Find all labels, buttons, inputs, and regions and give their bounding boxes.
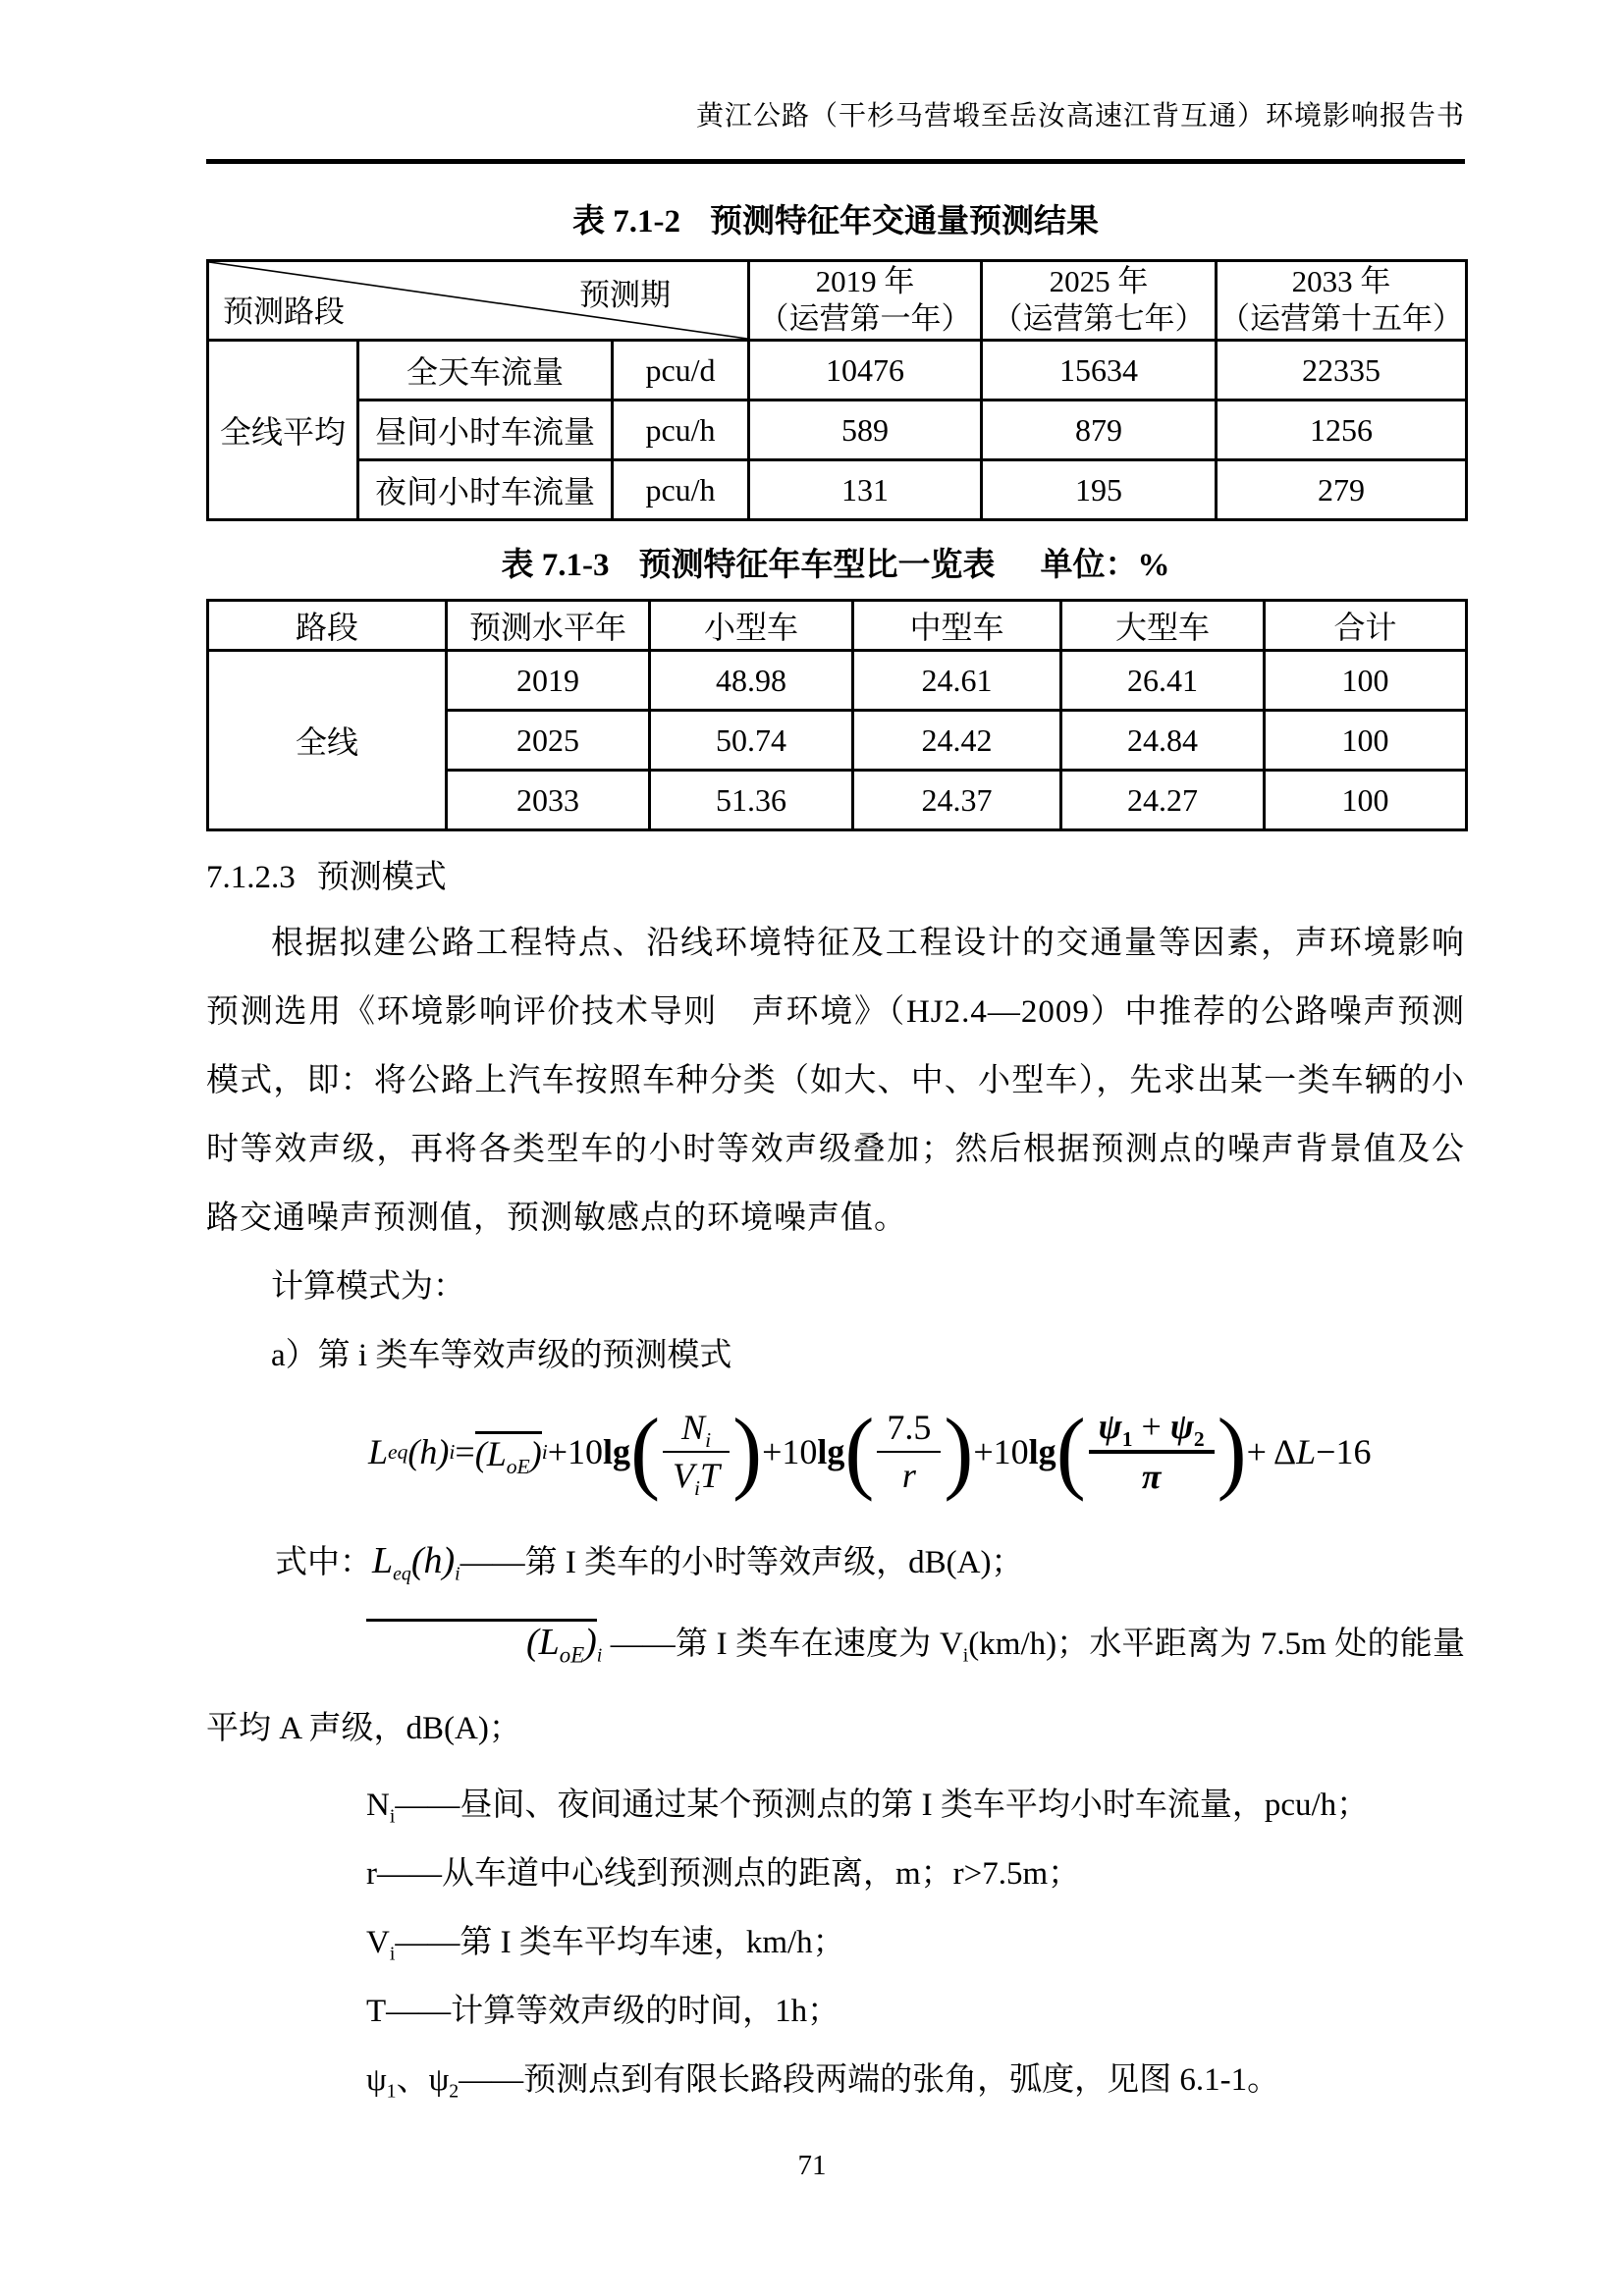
- table-cell: 1256: [1217, 400, 1467, 460]
- col-header-2025: 2025 年 （运营第七年）: [982, 261, 1217, 341]
- col-header-total: 合计: [1265, 601, 1467, 651]
- where-clause-leq: 式中：$L_{eq}(h)_i——$第 I 类车的小时等效声级，dB(A)；: [275, 1540, 1024, 1585]
- section-heading: [206, 851, 1465, 897]
- table-cell: 2019: [447, 651, 650, 711]
- table-row: [208, 341, 1467, 400]
- table1-title: [206, 195, 1465, 241]
- table2-title: [206, 539, 1465, 585]
- diagonal-header-cell: [208, 261, 749, 341]
- table-cell: pcu/h: [613, 460, 749, 520]
- definition-ni: $N_i——$昼间、夜间通过某个预测点的第 I 类车平均小时车流量，pcu/h；: [366, 1788, 1370, 1828]
- paragraph-calc-label: 计算模式为：: [271, 1269, 465, 1305]
- header-rule: [206, 159, 1465, 164]
- table-cell: 24.42: [853, 711, 1061, 771]
- col-header-2033: 2033 年 （运营第十五年）: [1217, 261, 1467, 341]
- vehicle-type-ratio-table: [206, 599, 1468, 831]
- table-cell: 2033: [447, 771, 650, 830]
- table-cell: 589: [749, 400, 982, 460]
- table-cell: 15634: [982, 341, 1217, 400]
- table-cell: 10476: [749, 341, 982, 400]
- col-header-year: 预测水平年: [447, 601, 650, 651]
- definition-t: T——计算等效声级的时间，1h；: [366, 1994, 840, 2029]
- table-cell: pcu/h: [613, 400, 749, 460]
- table-cell: 24.27: [1061, 771, 1265, 830]
- definition-r: r——从车道中心线到预测点的距离，m；r>7.5m；: [366, 1856, 1081, 1892]
- table-cell: 51.36: [650, 771, 853, 830]
- col-header-segment: 路段: [208, 601, 447, 651]
- table-cell: 26.41: [1061, 651, 1265, 711]
- table-header-row: [208, 601, 1467, 651]
- section-number: 7.1.2.3: [206, 860, 296, 895]
- table-cell: 195: [982, 460, 1217, 520]
- table-cell: 279: [1217, 460, 1467, 520]
- definition-psi: $\psi_1$、$\psi_2——$预测点到有限长路段两端的张角，弧度，见图 6.1-1。: [366, 2062, 1280, 2103]
- paragraph-item-a: a）第 i 类车等效声级的预测模式: [271, 1338, 732, 1373]
- table1-title-text: 预测特征年交通量预测结果: [710, 204, 1099, 240]
- table-cell: 879: [982, 400, 1217, 460]
- table-cell: 50.74: [650, 711, 853, 771]
- paragraph-model-intro: 根据拟建公路工程特点、沿线环境特征及工程设计的交通量等因素，声环境影响预测选用《环境影响评价技术导则 声环境》（HJ2.4—2009）中推荐的公路噪声预测模式，即：将公路上汽车按照车种分类（如大、中、小型车），先求出某一类车辆的小时等效声级，再将各类型车的小时等效声级叠加；然后根据预测点的噪声背景值及公路交通噪声预测值，预测敏感点的环境噪声值。: [206, 926, 1465, 1236]
- row-group-label: 全线: [208, 651, 447, 830]
- table2-title-text: 预测特征年车型比一览表: [638, 548, 996, 583]
- table-cell: 22335: [1217, 341, 1467, 400]
- table-cell: 夜间小时车流量: [358, 460, 613, 520]
- table-cell: pcu/d: [613, 341, 749, 400]
- col-header-large: 大型车: [1061, 601, 1265, 651]
- table2-title-unit: 单位：%: [1040, 548, 1170, 583]
- col-header-2019: 2019 年 （运营第一年）: [749, 261, 982, 341]
- page-number: 71: [797, 2150, 827, 2181]
- table-cell: 2025: [447, 711, 650, 771]
- traffic-volume-forecast-table: [206, 259, 1468, 521]
- definition-loe: $(L_{oE})_i$ ——第 I 类车在速度为 $V_i(km/h)$；水平距离为 7.5m 处的能量平均 A 声级，dB(A)；: [206, 1602, 1465, 1771]
- page-header-title: 黄江公路（干杉马营塅至岳汝高速江背互通）环境影响报告书: [695, 101, 1465, 132]
- table-cell: 全天车流量: [358, 341, 613, 400]
- leq-prediction-formula: L eq (h) i = $(L_{oE})$ i +10 lg ( $\frac{N_i}{V_iT}$ ) +10 lg ( $\frac{7.5}{r}$ ) +10 lg ( $\frac{\psi_1 + \psi_2}{\pi}$ ) + Δ L −16: [368, 1400, 1372, 1503]
- table-row: [208, 460, 1467, 520]
- row-group-label: 全线平均: [208, 341, 358, 520]
- col-header-small: 小型车: [650, 601, 853, 651]
- definition-vi: $V_i——$第 I 类车平均车速，km/h；: [366, 1925, 845, 1965]
- table-cell: 100: [1265, 651, 1467, 711]
- col-header-medium: 中型车: [853, 601, 1061, 651]
- table-row: [208, 651, 1467, 711]
- table-row: [208, 400, 1467, 460]
- table-cell: 131: [749, 460, 982, 520]
- section-title: 预测模式: [316, 860, 447, 895]
- table1-title-label: 表 7.1-2: [572, 204, 680, 240]
- table-cell: 100: [1265, 771, 1467, 830]
- table-header-row: [208, 261, 1467, 341]
- table2-title-label: 表 7.1-3: [501, 548, 610, 583]
- table-cell: 昼间小时车流量: [358, 400, 613, 460]
- table-cell: 100: [1265, 711, 1467, 771]
- diagonal-label-period: 预测期: [579, 278, 671, 312]
- table-cell: 24.37: [853, 771, 1061, 830]
- table-cell: 24.84: [1061, 711, 1265, 771]
- table-cell: 24.61: [853, 651, 1061, 711]
- table-cell: 48.98: [650, 651, 853, 711]
- diagonal-label-segment: 预测路段: [223, 294, 345, 329]
